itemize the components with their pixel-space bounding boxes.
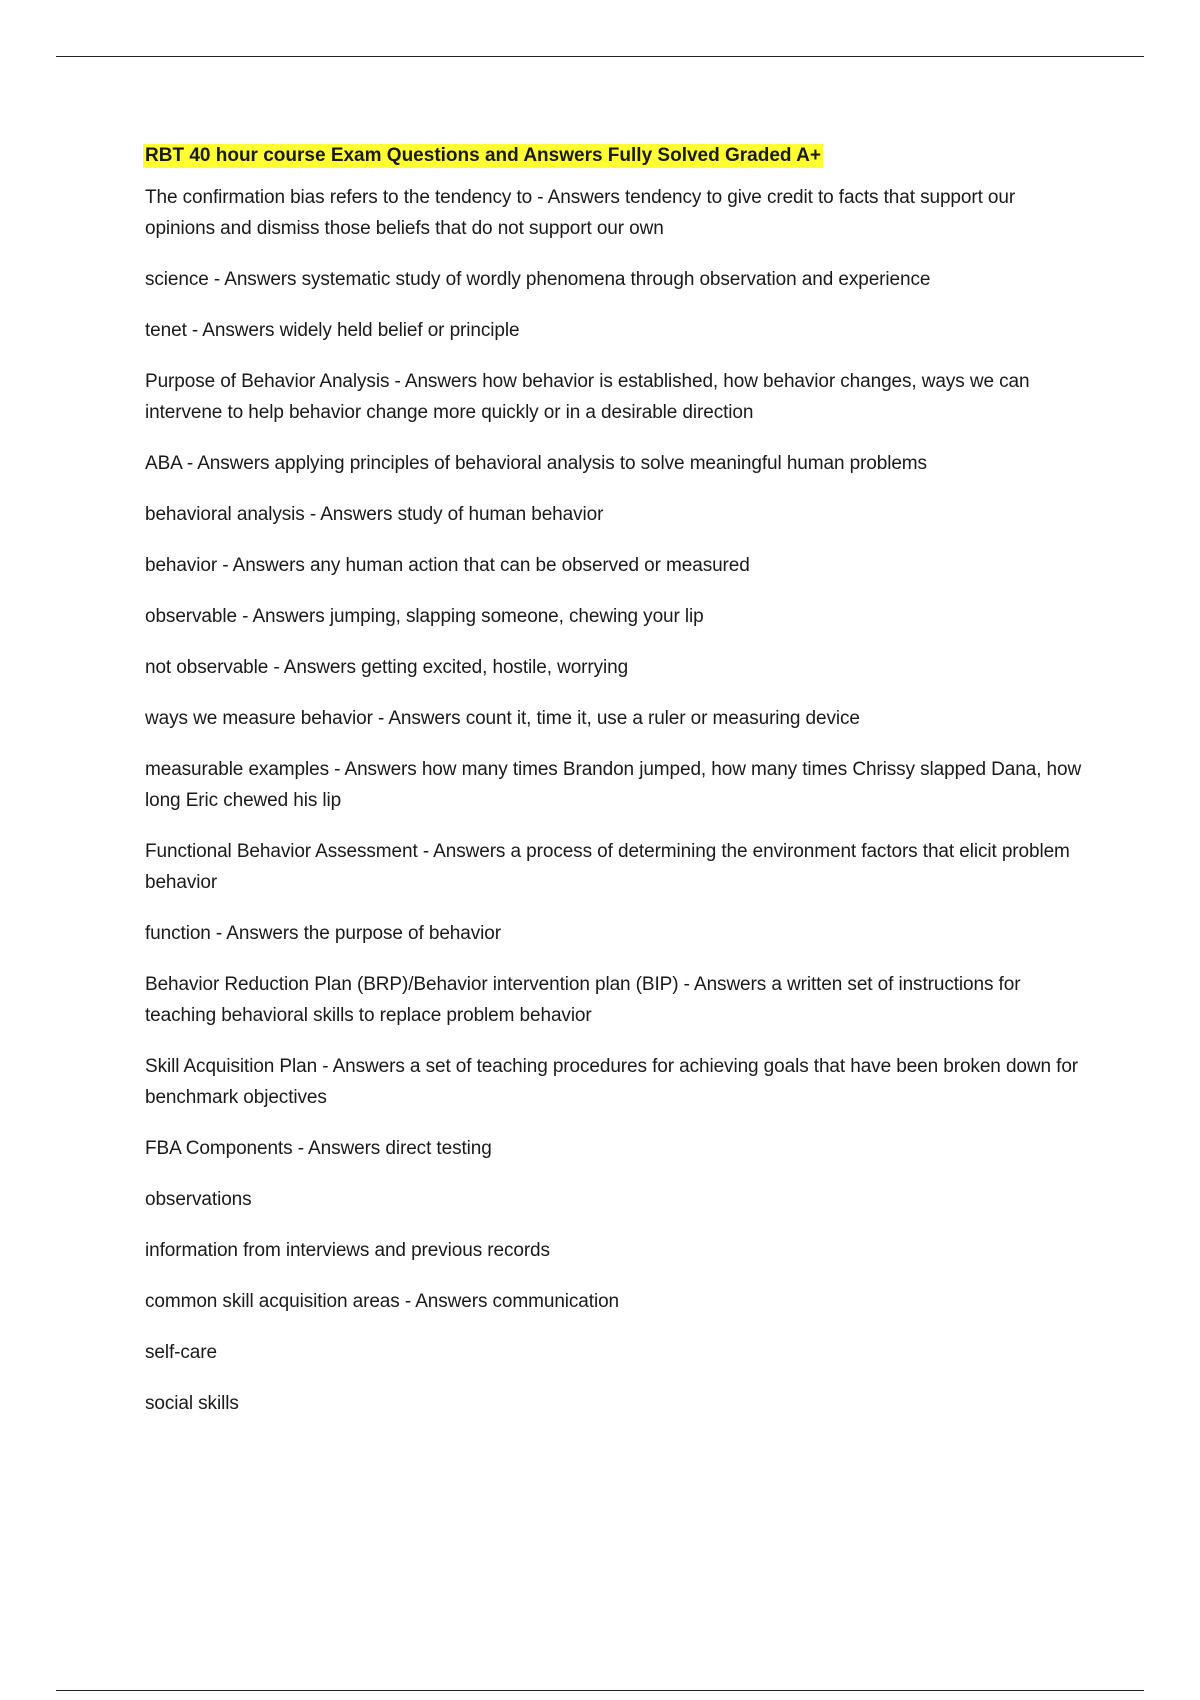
- qa-entry: observable - Answers jumping, slapping someone, chewing your lip: [145, 606, 704, 627]
- qa-entry: function - Answers the purpose of behavior: [145, 923, 501, 944]
- document-content: [145, 144, 1085, 1439]
- qa-entry: ABA - Answers applying principles of behavioral analysis to solve meaningful human problems: [145, 453, 927, 474]
- footer-rule: [56, 1690, 1144, 1691]
- qa-entry: Skill Acquisition Plan - Answers a set of teaching procedures for achieving goals that have been broken down for benchmark objectives: [145, 1056, 1079, 1108]
- qa-entry: information from interviews and previous records: [145, 1240, 550, 1261]
- qa-entry: behavior - Answers any human action that can be observed or measured: [145, 555, 750, 576]
- qa-entry: common skill acquisition areas - Answers communication: [145, 1291, 620, 1312]
- qa-entry: FBA Components - Answers direct testing: [145, 1138, 492, 1159]
- qa-entry: ways we measure behavior - Answers count it, time it, use a ruler or measuring device: [145, 708, 860, 729]
- qa-entry: self-care: [145, 1342, 217, 1363]
- qa-entry: The confirmation bias refers to the tendency to - Answers tendency to give credit to facts that support our opinions and dismiss those beliefs that do not support our own: [145, 187, 1016, 239]
- qa-entry: observations: [145, 1189, 252, 1210]
- qa-entry: not observable - Answers getting excited, hostile, worrying: [145, 657, 629, 678]
- qa-entry: tenet - Answers widely held belief or principle: [145, 320, 520, 341]
- qa-entry: measurable examples - Answers how many times Brandon jumped, how many times Chrissy slapped Dana, how long Eric chewed his lip: [145, 759, 1082, 811]
- document-title: RBT 40 hour course Exam Questions and Answers Fully Solved Graded A+: [145, 145, 821, 166]
- qa-entry: science - Answers systematic study of wordly phenomena through observation and experience: [145, 269, 931, 290]
- qa-list: [145, 182, 1085, 1419]
- header-rule: [56, 56, 1144, 57]
- qa-entry: Purpose of Behavior Analysis - Answers how behavior is established, how behavior changes, ways we can intervene to help behavior change more quickly or in a desirable direction: [145, 371, 1030, 423]
- qa-entry: Functional Behavior Assessment - Answers a process of determining the environment factors that elicit problem behavior: [145, 841, 1070, 893]
- qa-entry: behavioral analysis - Answers study of human behavior: [145, 504, 604, 525]
- qa-entry: Behavior Reduction Plan (BRP)/Behavior intervention plan (BIP) - Answers a written set of instructions for teaching behavioral skills to replace problem behavior: [145, 974, 1021, 1026]
- qa-entry: social skills: [145, 1393, 239, 1414]
